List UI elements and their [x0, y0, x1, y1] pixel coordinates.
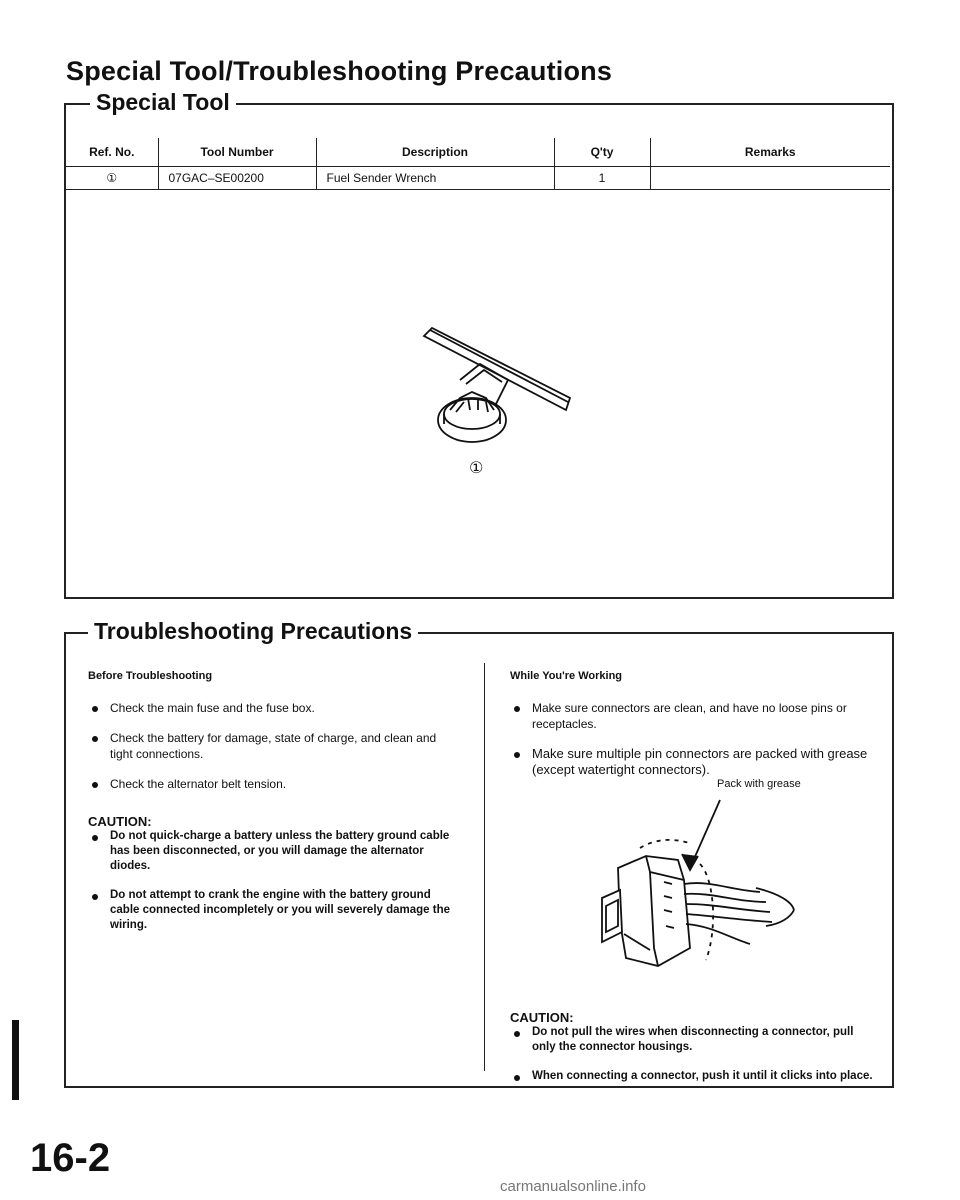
col-ref-no: Ref. No. [66, 138, 158, 167]
cell-tool-number: 07GAC–SE00200 [158, 167, 316, 190]
caution-item: Do not pull the wires when disconnecting a connector, pull only the connector housings. [510, 1025, 880, 1055]
cell-remarks [650, 167, 890, 190]
col-description: Description [316, 138, 554, 167]
section-tab-marker [12, 1020, 19, 1100]
cell-description: Fuel Sender Wrench [316, 167, 554, 190]
fuel-sender-wrench-illustration [420, 320, 580, 460]
cell-ref: ① [66, 167, 158, 190]
while-working-column [510, 670, 880, 778]
before-troubleshooting-column [88, 670, 460, 933]
caution-item: When connecting a connector, push it until it clicks into place. [510, 1069, 880, 1084]
list-item: Make sure connectors are clean, and have no loose pins or receptacles. [510, 700, 880, 732]
before-troubleshooting-heading: Before Troubleshooting [88, 670, 213, 682]
col-remarks: Remarks [650, 138, 890, 167]
precautions-heading: Troubleshooting Precautions [88, 618, 418, 645]
watermark-text: carmanualsonline.info [500, 1178, 646, 1195]
caution-item: Do not attempt to crank the engine with the battery ground cable connected incompletely or you will severely damage the wiring. [88, 888, 460, 933]
caution-label: CAUTION: [88, 814, 152, 829]
column-divider [484, 663, 485, 1071]
list-item: Check the battery for damage, state of charge, and clean and tight connections. [88, 730, 460, 762]
list-item: Check the main fuse and the fuse box. [88, 700, 460, 716]
connector-grease-illustration [580, 798, 800, 998]
special-tool-heading: Special Tool [90, 89, 236, 116]
while-working-cautions [510, 1010, 880, 1084]
caution-item: Do not quick-charge a battery unless the battery ground cable has been disconnected, or you will damage the alternator diodes. [88, 829, 460, 874]
page-title: Special Tool/Troubleshooting Precautions [66, 56, 613, 86]
while-working-heading: While You're Working [510, 670, 623, 682]
page-number: 16-2 [30, 1136, 111, 1180]
table-header-row [66, 138, 890, 167]
caution-label: CAUTION: [510, 1010, 574, 1025]
list-item: Check the alternator belt tension. [88, 776, 460, 792]
col-tool-number: Tool Number [158, 138, 316, 167]
pack-with-grease-label: Pack with grease [717, 778, 801, 790]
special-tool-table [66, 138, 890, 190]
list-item: Make sure multiple pin connectors are packed with grease (except watertight connectors). [510, 746, 880, 778]
table-row [66, 167, 890, 190]
figure-ref-label: ① [469, 460, 484, 477]
cell-qty: 1 [554, 167, 650, 190]
col-qty: Q'ty [554, 138, 650, 167]
